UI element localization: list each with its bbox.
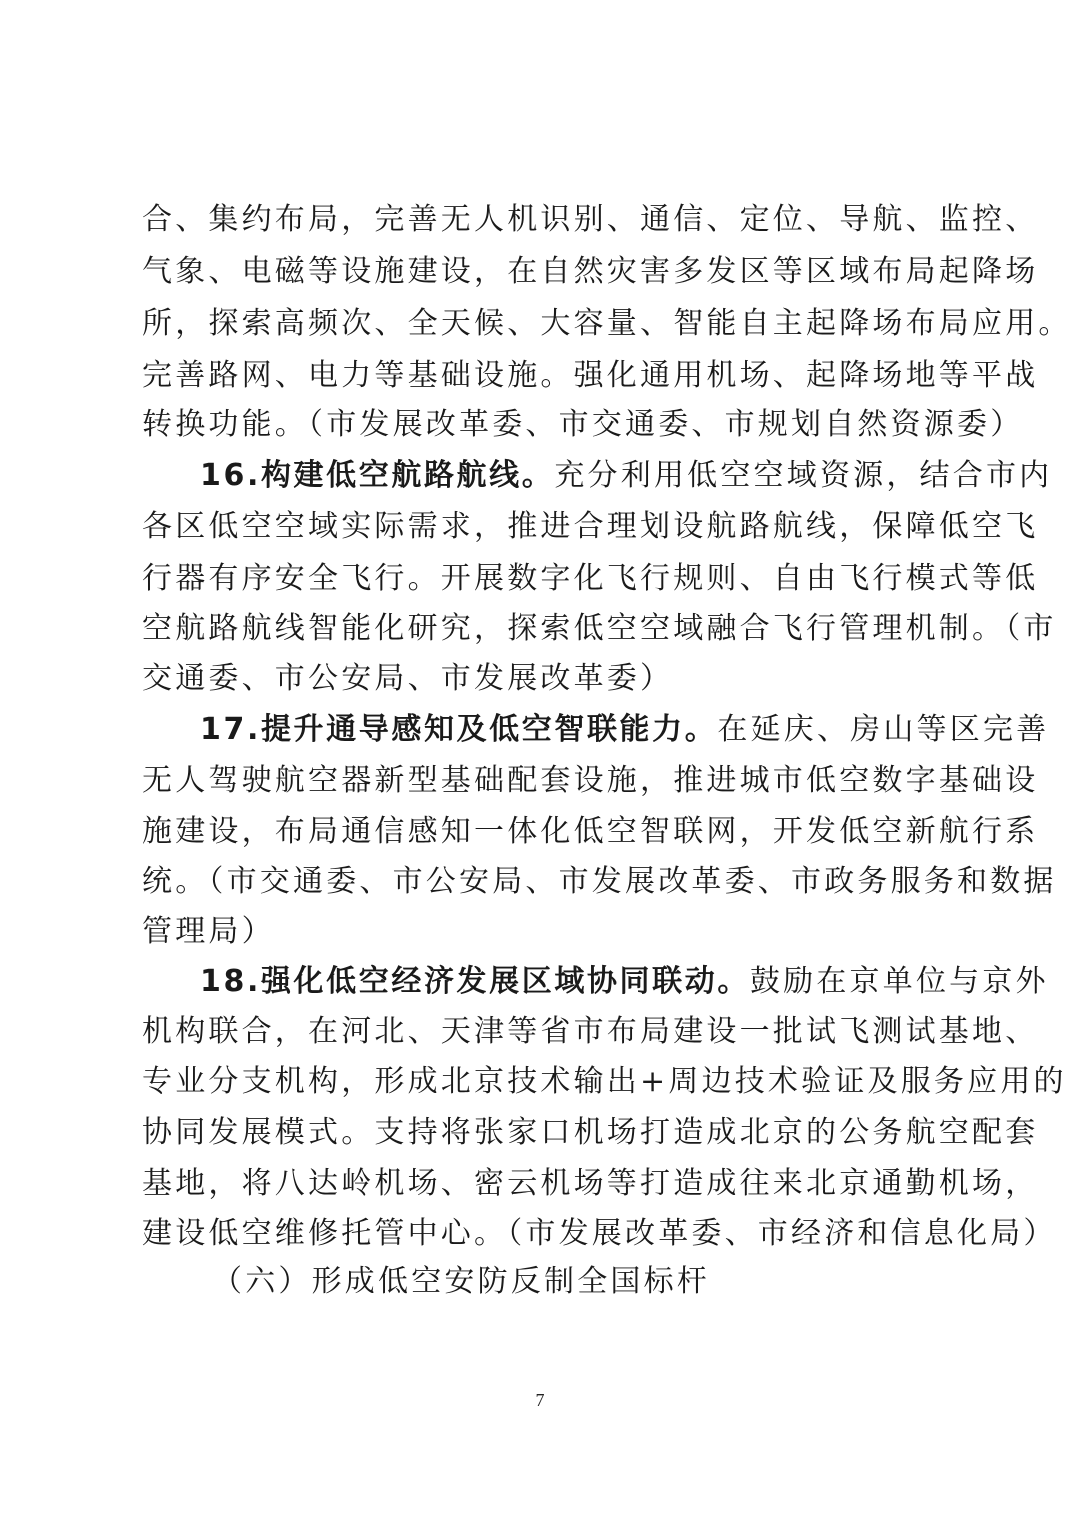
paragraph-line: 机构联合，在河北、天津等省市布局建设一批试飞测试基地、 xyxy=(142,1014,1039,1049)
paragraph-line: 所，探索高频次、全天候、大容量、智能自主起降场布局应用。 xyxy=(142,306,1072,341)
item-18-heading: 18.强化低空经济发展区域协同联动。 xyxy=(200,964,750,999)
item-17-first-line xyxy=(200,706,1049,754)
paragraph-line: 行器有序安全飞行。开展数字化飞行规则、自由飞行模式等低 xyxy=(142,561,1039,596)
item-17-text: 在延庆、房山等区完善 xyxy=(717,712,1050,747)
paragraph-line: 空航路航线智能化研究，探索低空空域融合飞行管理机制。（市 xyxy=(142,611,1057,646)
paragraph-line: 施建设，布局通信感知一体化低空智联网，开发低空新航行系 xyxy=(142,814,1039,849)
paragraph-line: 建设低空维修托管中心。（市发展改革委、市经济和信息化局） xyxy=(142,1216,1057,1251)
page-number: 7 xyxy=(535,1390,545,1410)
paragraph-line: 交通委、市公安局、市发展改革委） xyxy=(142,661,674,696)
paragraph-line: 专业分支机构，形成北京技术输出+周边技术验证及服务应用的 xyxy=(142,1064,1067,1099)
item-18-first-line xyxy=(200,958,1049,1006)
paragraph-line: 转换功能。（市发展改革委、市交通委、市规划自然资源委） xyxy=(142,407,1024,442)
item-18-text: 鼓励在京单位与京外 xyxy=(749,964,1049,999)
paragraph-line: 气象、电磁等设施建设，在自然灾害多发区等区域布局起降场 xyxy=(142,254,1039,289)
item-16-text: 充分利用低空空域资源，结合市内 xyxy=(554,458,1053,493)
paragraph-line: 无人驾驶航空器新型基础配套设施，推进城市低空数字基础设 xyxy=(142,763,1039,798)
paragraph-line: 完善路网、电力等基础设施。强化通用机场、起降场地等平战 xyxy=(142,358,1039,393)
paragraph-line: 统。（市交通委、市公安局、市发展改革委、市政务服务和数据 xyxy=(142,864,1057,899)
paragraph-line: 管理局） xyxy=(142,914,275,949)
paragraph-line: 协同发展模式。支持将张家口机场打造成北京的公务航空配套 xyxy=(142,1115,1039,1150)
item-16-first-line xyxy=(200,452,1052,500)
item-16-heading: 16.构建低空航路航线。 xyxy=(200,458,555,493)
paragraph-line: 各区低空空域实际需求，推进合理划设航路航线，保障低空飞 xyxy=(142,509,1039,544)
item-17-heading: 17.提升通导感知及低空智联能力。 xyxy=(200,712,718,747)
paragraph-line: 基地，将八达岭机场、密云机场等打造成往来北京通勤机场， xyxy=(142,1166,1039,1201)
section-heading: （六）形成低空安防反制全国标杆 xyxy=(212,1264,710,1299)
paragraph-line: 合、集约布局，完善无人机识别、通信、定位、导航、监控、 xyxy=(142,202,1039,237)
